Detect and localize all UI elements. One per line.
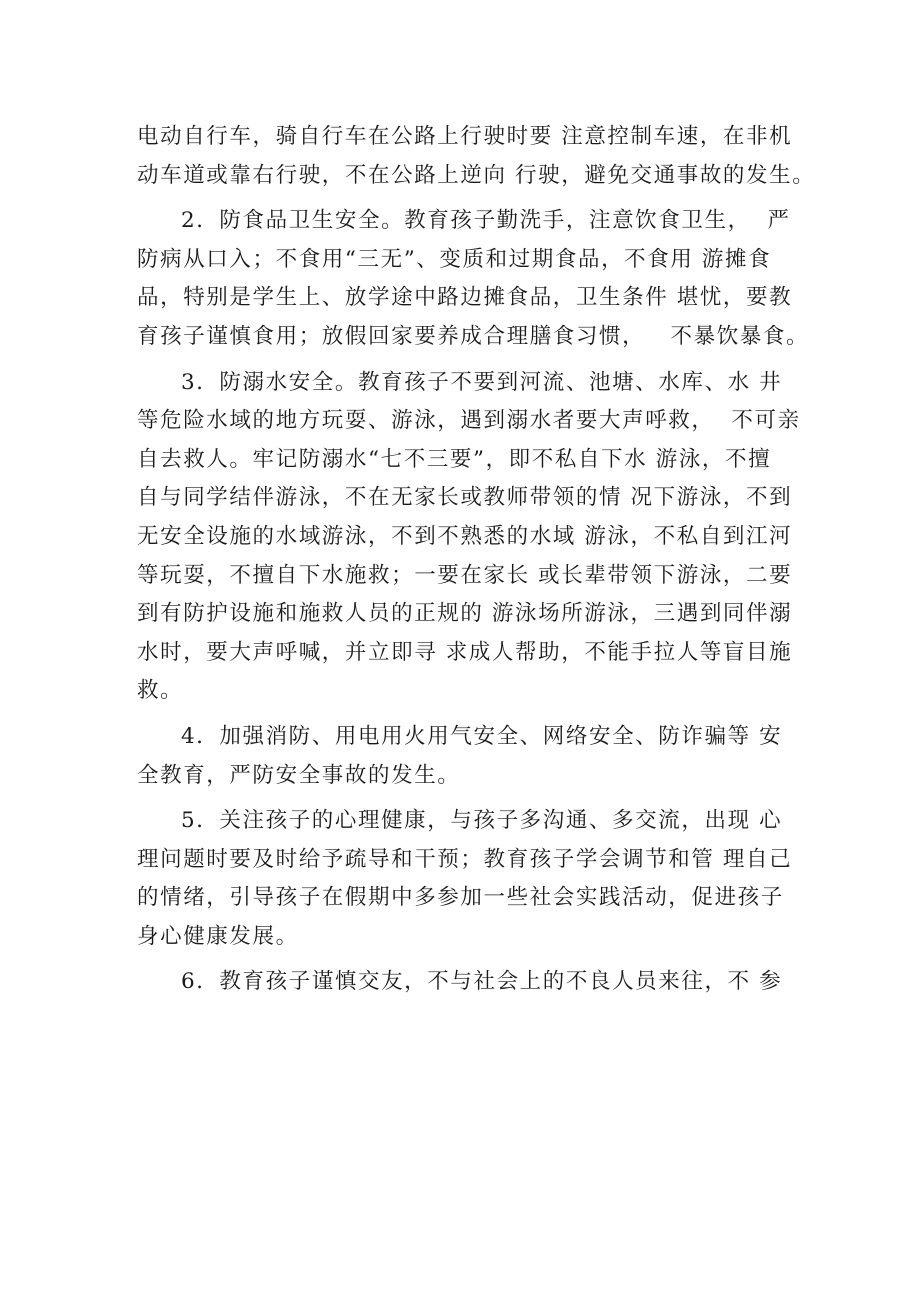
text-line: 5．关注孩子的心理健康，与孩子多沟通、多交流，出现 心 (181, 808, 783, 834)
paragraph-item-5 (137, 802, 797, 956)
paragraph-item-4 (137, 718, 797, 795)
text-line: 理问题时要及时给予疏导和干预；教育孩子学会调节和管 理自己 (137, 846, 793, 872)
text-line: 品，特别是学生上、放学途中路边摊食品，卫生条件 堪忧，要教 (137, 285, 793, 311)
text-line: 的情绪，引导孩子在假期中多参加一些社会实践活动，促进孩子 (137, 885, 784, 911)
paragraph-item-2 (137, 202, 810, 356)
text-line: 全教育，严防安全事故的发生。 (137, 762, 461, 788)
text-line: 育孩子谨慎食用；放假回家要养成合理膳食习惯， 不暴饮暴食。 (137, 323, 810, 349)
text-line: 自与同学结伴游泳，不在无家长或教师带领的情 况下游泳，不到 (137, 485, 793, 511)
text-line: 自去救人。牢记防溺水“七不三要”，即不私自下水 游泳，不擅 (137, 446, 772, 472)
text-line: 身心健康发展。 (137, 923, 299, 949)
text-line: 2．防食品卫生安全。教育孩子勤洗手，注意饮食卫生， 严 (181, 208, 791, 234)
text-line: 等玩耍，不擅自下水施救；一要在家长 或长辈带领下游泳，二要 (137, 562, 793, 588)
text-line: 6．教育孩子谨慎交友，不与社会上的不良人员来往，不 参 (181, 969, 783, 995)
text-line: 无安全设施的水域游泳，不到不熟悉的水域 游泳，不私自到江河 (137, 523, 793, 549)
text-line: 等危险水域的地方玩耍、游泳，遇到溺水者要大声呼救， 不可亲 (137, 408, 801, 434)
text-line: 电动自行车，骑自行车在公路上行驶时要 注意控制车速，在非机 (137, 124, 793, 149)
text-line: 3．防溺水安全。教育孩子不要到河流、池塘、水库、水 井 (181, 369, 783, 395)
paragraph-item-6 (137, 963, 797, 1002)
text-line: 动车道或靠右行驶，不在公路上逆向 行驶，避免交通事故的发生。 (137, 162, 816, 188)
text-line: 水时，要大声呼喊，并立即寻 求成人帮助，不能手拉人等盲目施 (137, 639, 793, 665)
text-line: 防病从口入；不食用“三无”、变质和过期食品，不食用 游摊食 (137, 246, 772, 272)
text-line: 到有防护设施和施救人员的正规的 游泳场所游泳，三遇到同伴溺 (137, 601, 793, 627)
body-text (137, 118, 816, 1002)
text-line: 救。 (137, 678, 184, 704)
paragraph-continued (137, 118, 816, 195)
paragraph-item-3 (137, 364, 801, 711)
text-line: 4．加强消防、用电用火用气安全、网络安全、防诈骗等 安 (181, 723, 783, 749)
